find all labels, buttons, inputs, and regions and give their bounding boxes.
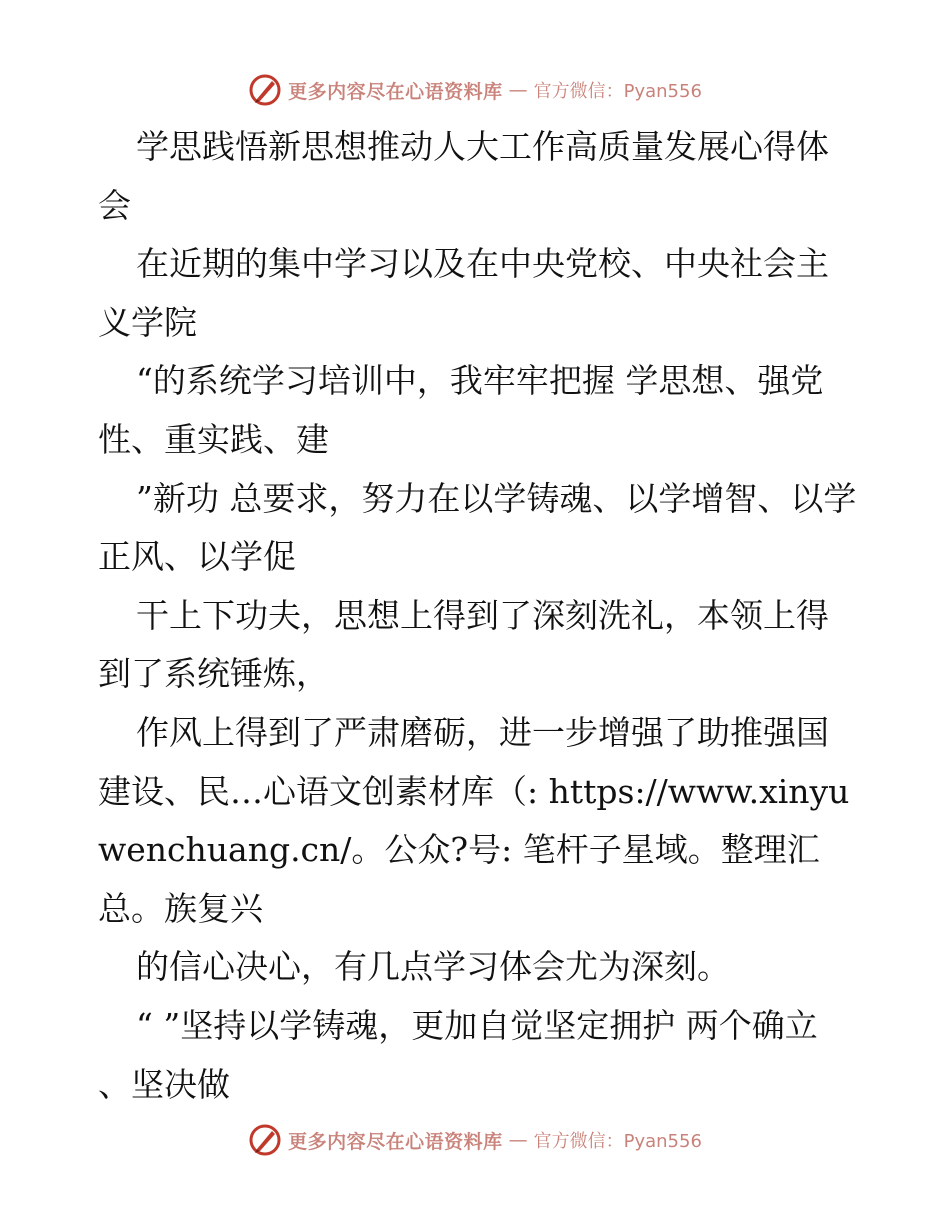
watermark-site-text: 更多内容尽在心语资料库 — [288, 80, 503, 103]
watermark-banner-bottom — [0, 1120, 950, 1160]
paragraph: “的系统学习培训中，我牢牢把握 学思想、强党性、重实践、建 — [98, 361, 824, 459]
watermark-site-text: 更多内容尽在心语资料库 — [288, 1130, 503, 1153]
quill-pen-logo-icon — [248, 73, 282, 107]
paragraph: 干上下功夫，思想上得到了深刻洗礼，本领上得到了系统锤炼， — [98, 595, 829, 694]
paragraph: “ ”坚持以学铸魂，更加自觉坚定拥护 两个确立 、坚决做 — [98, 1005, 818, 1104]
watermark-dash: — — [508, 79, 528, 101]
document-body — [98, 118, 858, 1114]
paragraph: 作风上得到了严肃磨砺，进一步增强了助推强国建设、民…心语文创素材库（: https://www.xinyuwenchuang.cn/。公众?号: 笔杆子星域。整理汇总。族复兴 — [98, 712, 850, 928]
quill-pen-logo-icon — [248, 1123, 282, 1157]
document-title: 学思践悟新思想推动人大工作高质量发展心得体会 — [98, 127, 829, 225]
paragraph: 在近期的集中学习以及在中央党校、中央社会主义学院 — [98, 244, 829, 342]
watermark-banner-top — [0, 70, 950, 110]
watermark-wechat-text: 官方微信：Pyan556 — [533, 1131, 702, 1152]
watermark-wechat-text: 官方微信：Pyan556 — [533, 81, 702, 102]
paragraph: ”新功 总要求，努力在以学铸魂、以学增智、以学正风、以学促 — [98, 478, 857, 577]
paragraph: 的信心决心，有几点学习体会尤为深刻。 — [136, 947, 730, 987]
watermark-dash: — — [508, 1129, 528, 1151]
